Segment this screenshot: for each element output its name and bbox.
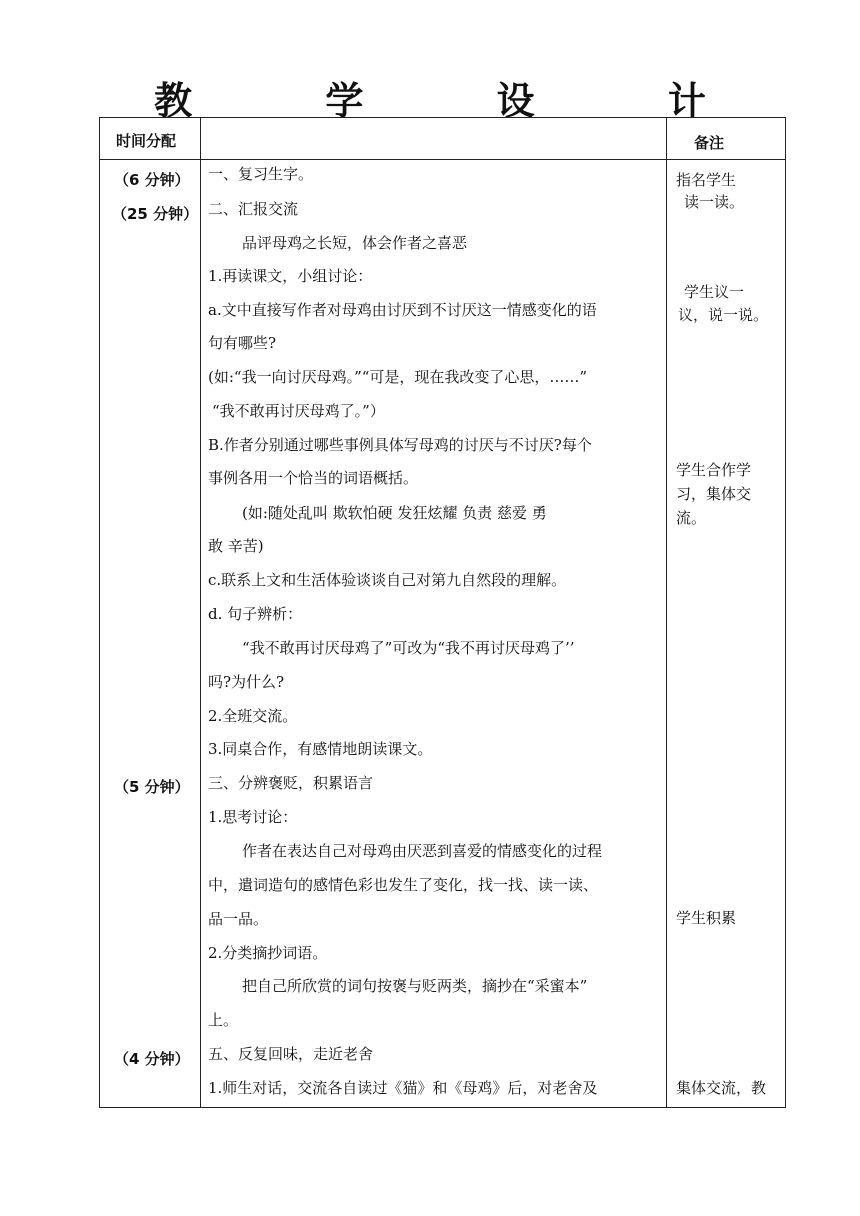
content-line: 事例各用一个恰当的词语概括。 (208, 469, 419, 487)
content-line: 吗?为什么? (208, 673, 285, 691)
content-line: B.作者分别通过哪些事例具体写母鸡的讨厌与不讨厌?每个 (208, 436, 592, 454)
content-line: 品一品。 (208, 910, 269, 928)
content-line: 敢 辛苦) (208, 537, 264, 555)
note-line: 读一读。 (684, 193, 745, 211)
time-allocation: （25 分钟） (112, 205, 199, 223)
content-line: a.文中直接写作者对母鸡由讨厌到不讨厌这一情感变化的语 (208, 301, 597, 319)
content-line: (如:“我一向讨厌母鸡。”“可是，现在我改变了心思，……” (208, 368, 588, 386)
content-line: 3.同桌合作，有感情地朗读课文。 (208, 740, 433, 758)
content-line: “我不敢再讨厌母鸡了。”） (212, 402, 385, 420)
content-line: 2.全班交流。 (208, 707, 298, 725)
column-divider (666, 118, 667, 1107)
content-line: 1.思考讨论： (208, 808, 298, 826)
content-line: 一、复习生字。 (208, 165, 314, 183)
content-line: c.联系上文和生活体验谈谈自己对第九自然段的理解。 (208, 571, 567, 589)
content-line: 2.分类摘抄词语。 (208, 944, 328, 962)
content-line: 1.再读课文，小组讨论： (208, 267, 373, 285)
note-line: 集体交流，教 (676, 1079, 767, 1097)
content-line: 五、反复回味，走近老舍 (208, 1045, 374, 1063)
content-line: (如:随处乱叫 欺软怕硬 发狂炫耀 负责 慈爱 勇 (242, 504, 547, 522)
content-line: 把自己所欣赏的词句按褒与贬两类，摘抄在“采蜜本” (242, 977, 588, 995)
note-line: 学生合作学 (676, 461, 752, 479)
content-line: 作者在表达自己对母鸡由厌恶到喜爱的情感变化的过程 (242, 842, 603, 860)
note-line: 习，集体交 (676, 485, 752, 503)
header-time: 时间分配 (116, 132, 177, 150)
time-allocation: （5 分钟） (114, 778, 190, 796)
time-allocation: （4 分钟） (114, 1050, 190, 1068)
content-line: “我不敢再讨厌母鸡了”可改为“我不再讨厌母鸡了’’ (242, 639, 575, 657)
note-line: 议，说一说。 (678, 306, 769, 324)
header-divider (100, 159, 785, 160)
header-notes: 备注 (694, 134, 725, 152)
content-line: 二、汇报交流 (208, 200, 299, 218)
note-line: 学生议一 (684, 283, 745, 301)
time-allocation: （6 分钟） (114, 171, 190, 189)
lesson-table (99, 117, 786, 1108)
note-line: 流。 (676, 509, 707, 527)
content-line: d. 句子辨析： (208, 605, 303, 623)
note-line: 学生积累 (676, 909, 737, 927)
content-line: 三、分辨褒贬，积累语言 (208, 774, 374, 792)
content-line: 1.师生对话，交流各自读过《猫》和《母鸡》后，对老舍及 (208, 1079, 598, 1097)
column-divider (200, 118, 201, 1107)
page-title: 教 学 设 计 (154, 78, 766, 123)
content-line: 品评母鸡之长短，体会作者之喜恶 (242, 234, 468, 252)
content-line: 中，遣词造句的感情色彩也发生了变化，找一找、读一读、 (208, 876, 599, 894)
content-line: 句有哪些? (208, 334, 277, 352)
content-line: 上。 (208, 1011, 239, 1029)
note-line: 指名学生 (676, 171, 737, 189)
